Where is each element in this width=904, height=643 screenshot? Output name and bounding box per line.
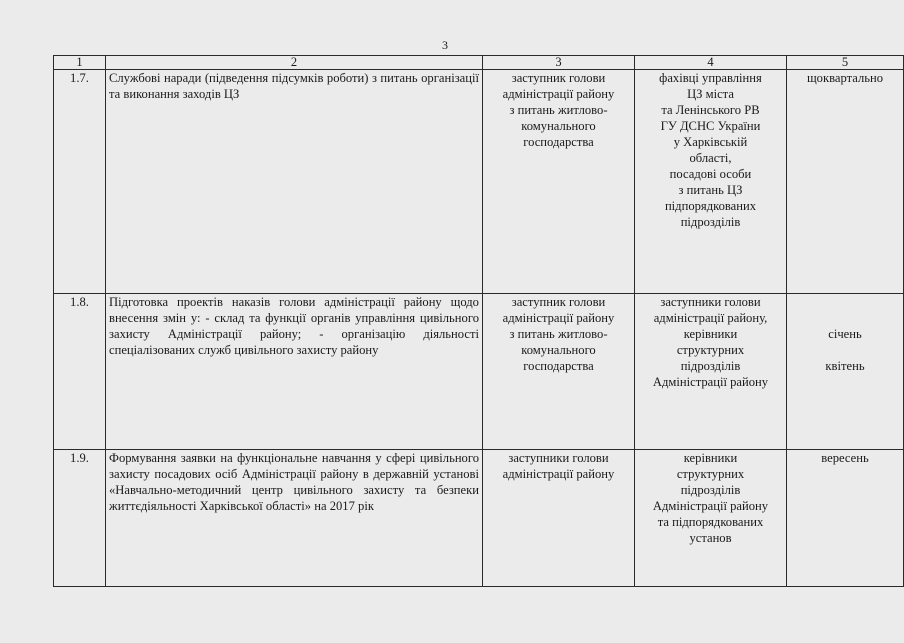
participants-line: Адміністрації району <box>652 499 769 513</box>
responsible-line: з питань житлово- <box>509 103 608 117</box>
participants-line: фахівці управління <box>659 71 762 85</box>
responsible-cell <box>483 450 635 587</box>
header-col-1: 1 <box>54 56 106 70</box>
participants-line: ГУ ДСНС України <box>660 119 761 133</box>
table-row <box>54 450 904 587</box>
participants-line: установ <box>689 531 732 545</box>
responsible-line: заступник голови <box>511 295 606 309</box>
participants-line: та Ленінського РВ <box>661 103 760 117</box>
participants-line: керівники <box>683 327 738 341</box>
event-description <box>106 450 483 587</box>
participants-line: ЦЗ міста <box>687 87 734 101</box>
participants-cell <box>635 294 787 450</box>
event-line: Підготовка проектів наказів голови адміністрації <box>109 295 395 309</box>
table-row <box>54 70 904 294</box>
event-line: «Навчально-методичний центр цивільного <box>109 483 353 497</box>
events-table <box>53 55 904 587</box>
header-row <box>54 56 904 70</box>
event-line: Адміністрації району в державній установі <box>241 467 479 481</box>
row-number: 1.7. <box>54 70 106 294</box>
responsible-cell <box>483 294 635 450</box>
event-line: з питань організації та виконання заходів ЦЗ <box>109 71 479 101</box>
event-line: Службові наради (підведення підсумків роботи) <box>109 71 369 85</box>
term-value: вересень <box>821 451 869 465</box>
table-row <box>54 294 904 450</box>
responsible-line: адміністрації району <box>502 467 615 481</box>
responsible-line: господарства <box>523 359 594 373</box>
participants-line: заступники голови <box>660 295 761 309</box>
term-value: січень <box>828 327 862 341</box>
responsible-line: заступник голови <box>511 71 606 85</box>
term-value: щоквартально <box>806 71 884 85</box>
term-cell <box>787 450 904 587</box>
header-col-3: 3 <box>483 56 635 70</box>
participants-cell <box>635 450 787 587</box>
event-line: району щодо внесення змін у: <box>109 295 479 325</box>
responsible-line: комунального <box>521 119 596 133</box>
event-line: - склад та функції органів управління цивільного <box>205 311 479 325</box>
responsible-line: з питань житлово- <box>509 327 608 341</box>
responsible-line: комунального <box>521 343 596 357</box>
participants-line: посадові особи <box>669 167 752 181</box>
row-number: 1.9. <box>54 450 106 587</box>
event-line: Формування заявки на функціональне навчання <box>109 451 371 465</box>
participants-line: та підпорядкованих <box>657 515 764 529</box>
row-number: 1.8. <box>54 294 106 450</box>
participants-line: структурних <box>676 467 745 481</box>
page-number: 3 <box>442 38 448 52</box>
term-cell <box>787 294 904 450</box>
participants-line: адміністрації району, <box>653 311 768 325</box>
responsible-line: господарства <box>523 135 594 149</box>
participants-line: у Харківській <box>673 135 748 149</box>
responsible-line: адміністрації району <box>502 311 615 325</box>
participants-line: структурних <box>676 343 745 357</box>
header-col-4: 4 <box>635 56 787 70</box>
responsible-line: заступники голови <box>508 451 609 465</box>
header-col-2: 2 <box>106 56 483 70</box>
term-cell <box>787 70 904 294</box>
event-description <box>106 70 483 294</box>
participants-cell <box>635 70 787 294</box>
event-line: у сфері цивільного захисту посадових осіб <box>109 451 480 481</box>
header-col-5: 5 <box>787 56 904 70</box>
participants-line: підрозділів <box>680 215 741 229</box>
event-line: захисту Адміністрації району; <box>109 327 302 341</box>
event-line: області» на 2017 рік <box>265 499 374 513</box>
event-line: - організацію діяльності спеціалізованих служб <box>109 327 479 357</box>
participants-line: області, <box>689 151 732 165</box>
participants-line: підрозділів <box>680 483 741 497</box>
event-description <box>106 294 483 450</box>
term-value: квітень <box>825 359 865 373</box>
participants-line: підпорядкованих <box>664 199 757 213</box>
participants-line: з питань ЦЗ <box>678 183 743 197</box>
responsible-cell <box>483 70 635 294</box>
event-line: цивільного захисту району <box>234 343 379 357</box>
responsible-line: адміністрації району <box>502 87 615 101</box>
participants-line: керівники <box>683 451 738 465</box>
event-line: захисту та безпеки життєдіяльності Харківської <box>109 483 479 513</box>
participants-line: Адміністрації району <box>652 375 769 389</box>
participants-line: підрозділів <box>680 359 741 373</box>
